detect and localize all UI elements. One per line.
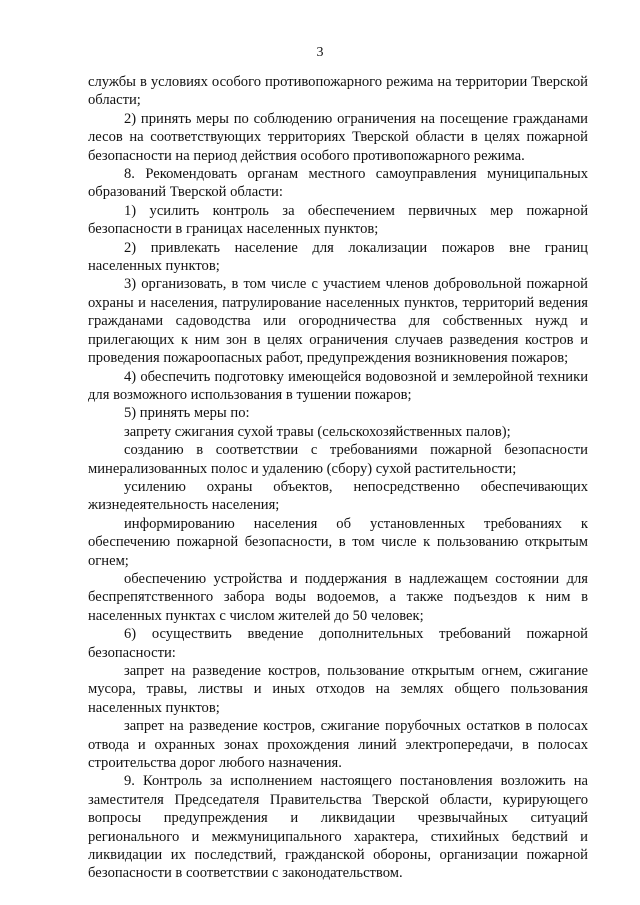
measure-item-protection: усилению охраны объектов, непосредственно обеспечивающих жизнедеятельность населения; bbox=[88, 478, 588, 514]
paragraph-8-3: 3) организовать, в том числе с участием членов добровольной пожарной охраны и населения, патрулирование населенных пунктов, территорий ведения гражданами садоводства или огородничества для собственных нужд и прилегающих к ним зон в целях ограничения случаев разведения костров и проведения пожароопасных работ, предупреждения возникновения пожаров; bbox=[88, 276, 588, 367]
measure-item-firebreaks: созданию в соответствии с требованиями пожарной безопасности минерализованных полос и удалению (сбору) сухой растительности; bbox=[88, 442, 588, 477]
paragraph-9: 9. Контроль за исполнением настоящего постановления возложить на заместителя Председателя Правительства Тверской области, курирующего вопросы предупреждения и ликвидации чрезвычайных ситуаций регионального и межмуниципального характера, стихийных бедствий и ликвидации их последствий, гражданской обороны, организации пожарной безопасности в соответствии с законодательством. bbox=[88, 773, 588, 882]
paragraph-continuation: службы в условиях особого противопожарного режима на территории Тверской области; bbox=[88, 74, 588, 109]
requirement-item-open-fire: запрет на разведение костров, пользование открытым огнем, сжигание мусора, травы, листвы и иных отходов на землях общего пользования населенных пунктов; bbox=[88, 663, 588, 716]
measure-item-informing: информированию населения об установленных требованиях к обеспечению пожарной безопасности, в том числе к пользованию открытым огнем; bbox=[88, 515, 588, 569]
paragraph-8-2: 2) привлекать население для локализации пожаров вне границ населенных пунктов; bbox=[88, 239, 588, 275]
paragraph-8-5: 5) принять меры по: bbox=[124, 405, 250, 422]
page-number: 3 bbox=[316, 45, 324, 60]
document-body bbox=[88, 73, 588, 883]
measure-item-grass-burning: запрету сжигания сухой травы (сельскохозяйственных палов); bbox=[124, 423, 511, 440]
paragraph-8-4: 4) обеспечить подготовку имеющейся водовозной и землеройной техники для возможного использования в тушении пожаров; bbox=[88, 368, 588, 403]
measure-item-water-access: обеспечению устройства и поддержания в надлежащем состоянии для беспрепятственного забора воды водоемов, а также подъездов к ним в населенных пунктах с числом жителей до 50 человек; bbox=[88, 570, 588, 624]
requirement-item-power-lines: запрет на разведение костров, сжигание порубочных остатков в полосах отвода и охранных зонах прохождения линий электропередачи, в полосах строительства дорог любого назначения. bbox=[88, 718, 588, 772]
paragraph-8-1: 1) усилить контроль за обеспечением первичных мер пожарной безопасности в границах населенных пунктов; bbox=[88, 202, 588, 238]
paragraph-8: 8. Рекомендовать органам местного самоуправления муниципальных образований Тверской области: bbox=[88, 166, 588, 201]
paragraph-7-2: 2) принять меры по соблюдению ограничения на посещение гражданами лесов на соответствующих территориях Тверской области в целях пожарной безопасности на период действия особого противопожарного режима. bbox=[88, 110, 588, 164]
paragraph-8-6: 6) осуществить введение дополнительных требований пожарной безопасности: bbox=[88, 626, 588, 661]
